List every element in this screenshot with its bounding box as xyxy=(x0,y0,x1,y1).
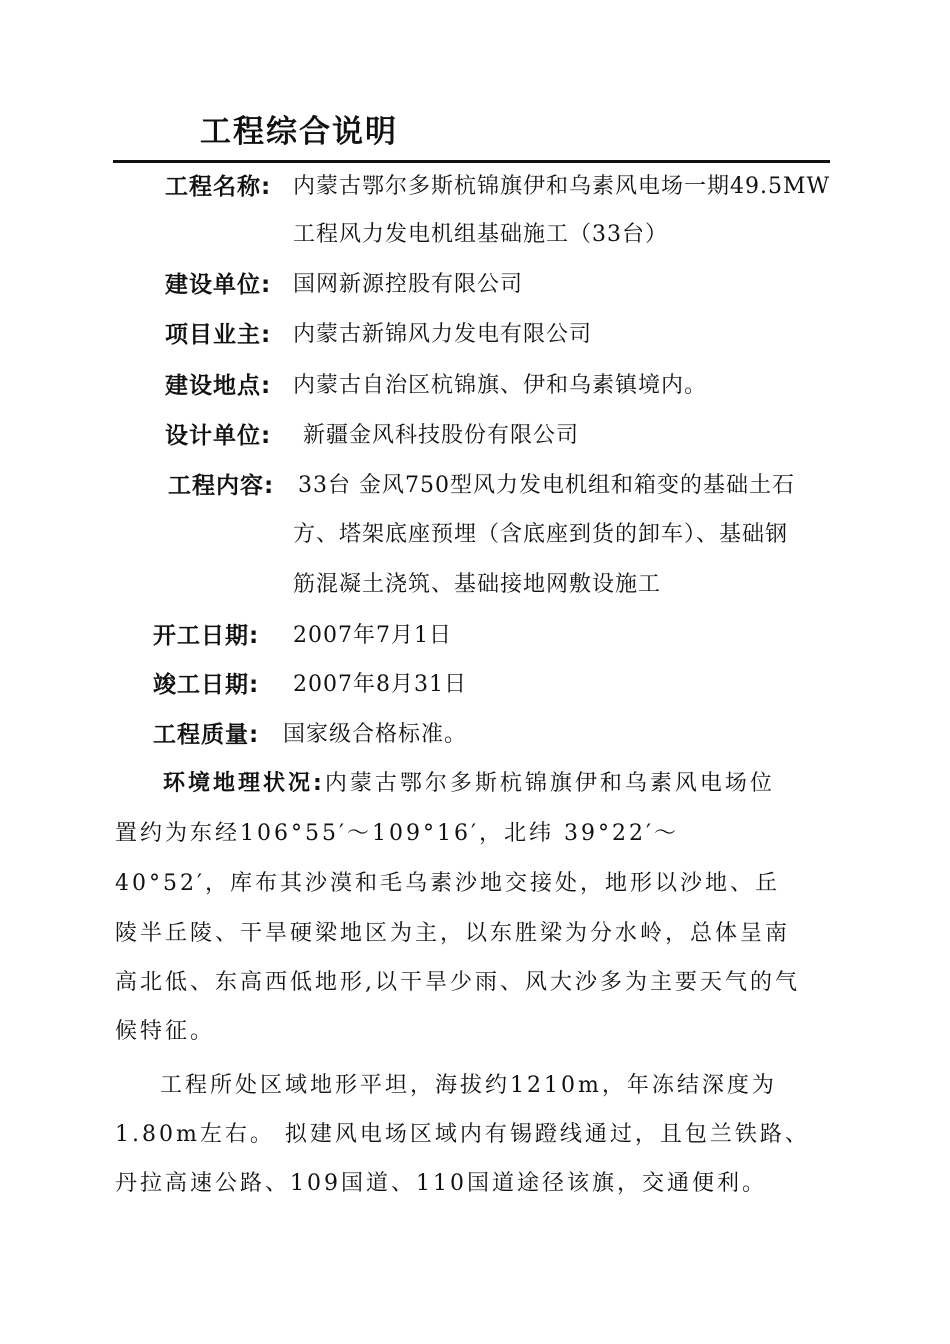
terrain-text-line1: 工程所处区域地形平坦，海拔约1210m，年冻结深度为 xyxy=(160,1073,777,1098)
owner-label: 项目业主: xyxy=(165,322,272,348)
environment-text-line1: 内蒙古鄂尔多斯杭锦旗伊和乌素风电场位 xyxy=(324,771,775,796)
environment-text-line3: 40°52′，库布其沙漠和毛乌素沙地交接处，地形以沙地、丘 xyxy=(115,871,780,896)
environment-text-line5: 高北低、东高西低地形,以干旱少雨、风大沙多为主要天气的气 xyxy=(115,970,800,995)
owner-value: 内蒙古新锦风力发电有限公司 xyxy=(293,322,593,347)
terrain-text-line3: 丹拉高速公路、109国道、110国道途径该旗，交通便利。 xyxy=(115,1171,767,1196)
quality-label: 工程质量: xyxy=(153,722,260,748)
construction-unit-label: 建设单位: xyxy=(165,272,272,298)
location-label: 建设地点: xyxy=(165,373,272,399)
environment-label: 环境地理状况: xyxy=(163,771,325,796)
page-title: 工程综合说明 xyxy=(200,114,398,150)
environment-paragraph-line1 xyxy=(163,766,908,797)
project-name-value-line2: 工程风力发电机组基础施工（33台） xyxy=(293,222,668,247)
location-value: 内蒙古自治区杭锦旗、伊和乌素镇境内。 xyxy=(293,373,708,398)
terrain-text-line2: 1.80m左右。 拟建风电场区域内有锡蹬线通过，且包兰铁路、 xyxy=(115,1122,810,1147)
start-date-value: 2007年7月1日 xyxy=(293,623,452,648)
start-date-label: 开工日期: xyxy=(153,623,260,649)
end-date-label: 竣工日期: xyxy=(153,672,260,698)
environment-text-line2: 置约为东经106°55′～109°16′，北纬 39°22′～ xyxy=(115,821,679,846)
content-value-line3: 筋混凝土浇筑、基础接地网敷设施工 xyxy=(293,572,662,597)
project-name-label: 工程名称: xyxy=(165,174,272,200)
content-label: 工程内容: xyxy=(168,473,275,499)
title-divider xyxy=(113,160,830,163)
content-value-line1: 33台 金风750型风力发电机组和箱变的基础土石 xyxy=(298,473,795,498)
end-date-value: 2007年8月31日 xyxy=(293,672,467,697)
environment-text-line4: 陵半丘陵、干旱硬梁地区为主，以东胜梁为分水岭，总体呈南 xyxy=(115,921,791,946)
content-value-line2: 方、塔架底座预埋（含底座到货的卸车）、基础钢 xyxy=(293,522,789,547)
design-unit-label: 设计单位: xyxy=(165,423,272,449)
project-name-value-line1: 内蒙古鄂尔多斯杭锦旗伊和乌素风电场一期49.5MW xyxy=(293,174,831,199)
quality-value: 国家级合格标准。 xyxy=(283,722,468,747)
design-unit-value: 新疆金风科技股份有限公司 xyxy=(303,423,580,448)
environment-text-line6: 候特征。 xyxy=(115,1019,216,1044)
construction-unit-value: 国网新源控股有限公司 xyxy=(293,272,524,297)
